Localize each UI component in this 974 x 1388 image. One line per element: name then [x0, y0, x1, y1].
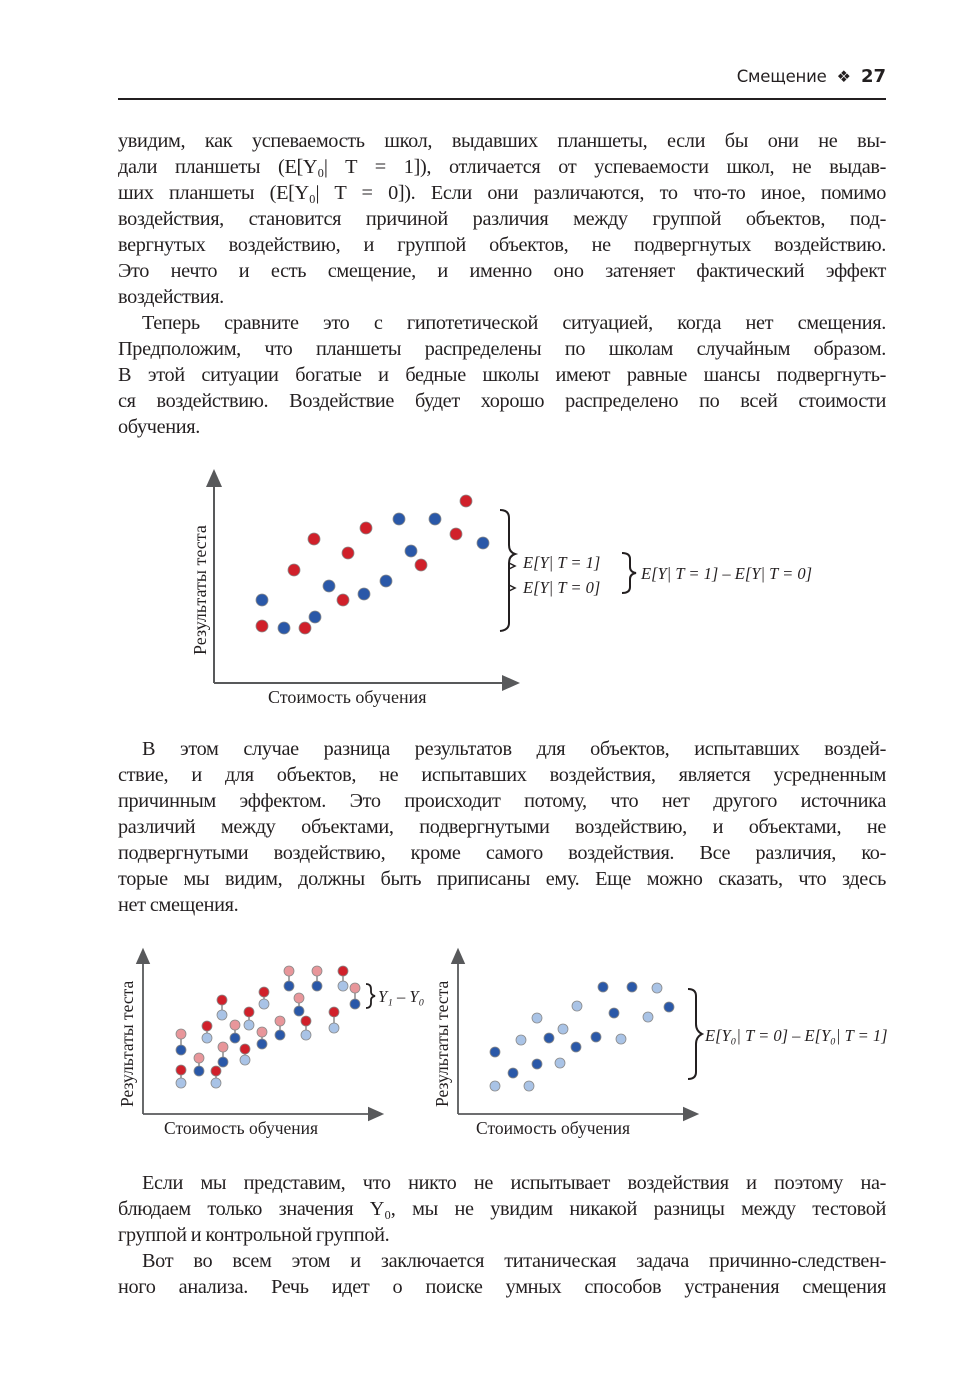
running-header: [118, 62, 886, 100]
data-point: [312, 981, 322, 991]
data-point: [508, 1068, 518, 1078]
text-line: причинным эффектом. Это происходит потому, что нет другого источника: [118, 790, 886, 812]
text-line: Предположим, что планшеты распределены по школам случайным образом.: [118, 338, 886, 360]
text-line: вергнутых воздействию, и группой объектов, не подвергнутых воздействию.: [118, 234, 886, 256]
text-line: воздействия.: [118, 286, 224, 308]
data-point: [288, 564, 300, 576]
data-point: [350, 999, 360, 1009]
data-point: [312, 966, 322, 976]
data-point: [393, 513, 405, 525]
text-line: ствие, и для объектов, не испытавших воздействия, является усредненным: [118, 764, 886, 786]
data-point: [490, 1081, 500, 1091]
x-axis-label: Стоимость обучения: [164, 1118, 319, 1138]
brace-tick-icon: [509, 585, 515, 591]
data-point: [257, 1039, 267, 1049]
data-point: [218, 1042, 228, 1052]
paragraph-5: [118, 1248, 886, 1300]
data-point: [211, 1066, 221, 1076]
text-line: ших планшеты (E[Y₀| T = 0]). Если они различаются, то что-то иное, помимо: [118, 182, 886, 204]
y-axis-label: Результаты теста: [190, 525, 210, 655]
data-point: [591, 1032, 601, 1042]
data-point: [176, 1078, 186, 1088]
data-point: [256, 620, 268, 632]
data-point: [616, 1034, 626, 1044]
text-line: группой и контрольной группой.: [118, 1224, 390, 1246]
data-point: [301, 1030, 311, 1040]
data-point: [301, 1016, 311, 1026]
data-point: [259, 987, 269, 997]
data-point: [338, 981, 348, 991]
text-line: Теперь сравните это с гипотетической ситуацией, когда нет смещения.: [142, 312, 886, 334]
difference-brace-icon: [622, 553, 636, 593]
header-content: [737, 66, 886, 87]
data-point: [342, 547, 354, 559]
data-point: [217, 1010, 227, 1020]
text-line: дали планшеты (E[Y₀| T = 1]), отличается от успеваемости школ, не выдав-: [118, 156, 886, 178]
paragraph-1: [118, 128, 886, 310]
data-point: [490, 1047, 500, 1057]
data-point: [257, 1027, 267, 1037]
annotation-e-y-t0: E[Y| T = 0]: [523, 578, 601, 597]
data-point: [558, 1024, 568, 1034]
data-point: [240, 1055, 250, 1065]
data-point: [284, 981, 294, 991]
data-point: [275, 1016, 285, 1026]
data-point: [299, 622, 311, 634]
effect-brace-icon: [366, 984, 375, 1008]
data-point: [572, 1001, 582, 1011]
page-number: 27: [860, 66, 886, 87]
data-point: [176, 1065, 186, 1075]
data-point: [202, 1033, 212, 1043]
data-point: [380, 575, 392, 587]
data-point: [240, 1044, 250, 1054]
text-line: различий между объектами, подвергнутыми воздействию, и объектами, не: [118, 816, 886, 838]
paragraph-2: [118, 310, 886, 440]
text-line: Вот во всем этом и заключается титаническая задача причинно-следствен-: [142, 1250, 886, 1272]
paragraph-3: [118, 736, 886, 918]
data-point: [194, 1053, 204, 1063]
data-point: [415, 559, 427, 571]
data-point: [555, 1058, 565, 1068]
data-point: [294, 1006, 304, 1016]
annotation-difference: E[Y| T = 1] – E[Y| T = 0]: [641, 564, 813, 583]
data-point: [275, 1030, 285, 1040]
text-line: В этом случае разница результатов для объектов, испытавших воздей-: [142, 738, 886, 760]
data-point: [244, 1020, 254, 1030]
data-point: [217, 995, 227, 1005]
data-point: [524, 1081, 534, 1091]
data-point: [360, 522, 372, 534]
data-point: [664, 1002, 674, 1012]
text-line: воздействия, становится причиной различия между группой объектов, под-: [118, 208, 886, 230]
text-line: увидим, как успеваемость школ, выдавших планшеты, если бы они не вы-: [118, 130, 886, 152]
data-point: [544, 1033, 554, 1043]
text-line: ся воздействию. Воздействие будет хорошо распределено по всей стоимости: [118, 390, 886, 412]
data-point: [294, 993, 304, 1003]
data-point: [627, 982, 637, 992]
text-line: ного анализа. Речь идет о поиске умных способов устранения смещения: [118, 1276, 886, 1298]
data-point: [211, 1078, 221, 1088]
text-line: В этой ситуации богатые и бедные школы имеют равные шансы подвергнуть-: [118, 364, 886, 386]
x-axis-label: Стоимость обучения: [476, 1118, 631, 1138]
data-point: [460, 495, 472, 507]
data-points: [490, 982, 674, 1091]
annotation-y1-minus-y0: Y₁ – Y₀: [378, 987, 425, 1006]
section-title: Смещение: [736, 67, 827, 86]
data-point: [218, 1057, 228, 1067]
y-axis-label: Результаты теста: [432, 980, 452, 1107]
data-point: [532, 1059, 542, 1069]
x-axis-label: Стоимость обучения: [268, 687, 427, 707]
bias-brace-icon: [688, 989, 702, 1079]
brace-tick-icon: [509, 563, 515, 569]
data-point: [338, 966, 348, 976]
data-point: [176, 1045, 186, 1055]
data-point: [259, 999, 269, 1009]
outer-brace-icon: [500, 510, 515, 631]
data-point: [202, 1021, 212, 1031]
data-point: [194, 1066, 204, 1076]
annotation-e-y-t1: E[Y| T = 1]: [523, 553, 601, 572]
data-point: [358, 588, 370, 600]
data-point: [652, 983, 662, 993]
data-point: [477, 537, 489, 549]
data-point: [329, 1023, 339, 1033]
data-point: [598, 982, 608, 992]
data-point: [350, 983, 360, 993]
data-point: [278, 622, 290, 634]
text-line: Если мы представим, что никто не испытывает воздействия и поэтому на-: [142, 1172, 886, 1194]
data-point: [329, 1007, 339, 1017]
data-point: [323, 580, 335, 592]
ornament-icon: ❖: [836, 67, 851, 86]
data-point: [405, 545, 417, 557]
paragraph-4: [118, 1170, 886, 1248]
annotation-bias: E[Y₀| T = 0] – E[Y₀| T = 1]: [705, 1026, 888, 1045]
data-point: [230, 1020, 240, 1030]
text-line: Это нечто и есть смещение, и именно оно затеняет фактический эффект: [118, 260, 886, 282]
data-point: [284, 966, 294, 976]
text-line: блюдаем только значения Y₀, мы не увидим никакой разницы между тестовой: [118, 1198, 886, 1220]
data-point: [643, 1012, 653, 1022]
data-point: [309, 611, 321, 623]
text-line: обучения.: [118, 416, 200, 438]
data-point: [256, 594, 268, 606]
paired-data-points: [176, 966, 360, 1088]
data-point: [337, 594, 349, 606]
data-point: [244, 1007, 254, 1017]
data-point: [450, 528, 462, 540]
y-axis-label: Результаты теста: [117, 980, 137, 1107]
text-line: подвергнутыми воздействию, кроме самого воздействия. Все различия, ко-: [118, 842, 886, 864]
data-points: [256, 495, 489, 634]
data-point: [429, 513, 441, 525]
data-point: [609, 1008, 619, 1018]
data-point: [532, 1013, 542, 1023]
data-point: [308, 533, 320, 545]
data-point: [230, 1033, 240, 1043]
data-point: [516, 1035, 526, 1045]
data-point: [176, 1029, 186, 1039]
text-line: торые мы видим, должны быть приписаны ему. Еще можно сказать, что здесь: [118, 868, 886, 890]
data-point: [571, 1042, 581, 1052]
text-line: нет смещения.: [118, 894, 239, 916]
